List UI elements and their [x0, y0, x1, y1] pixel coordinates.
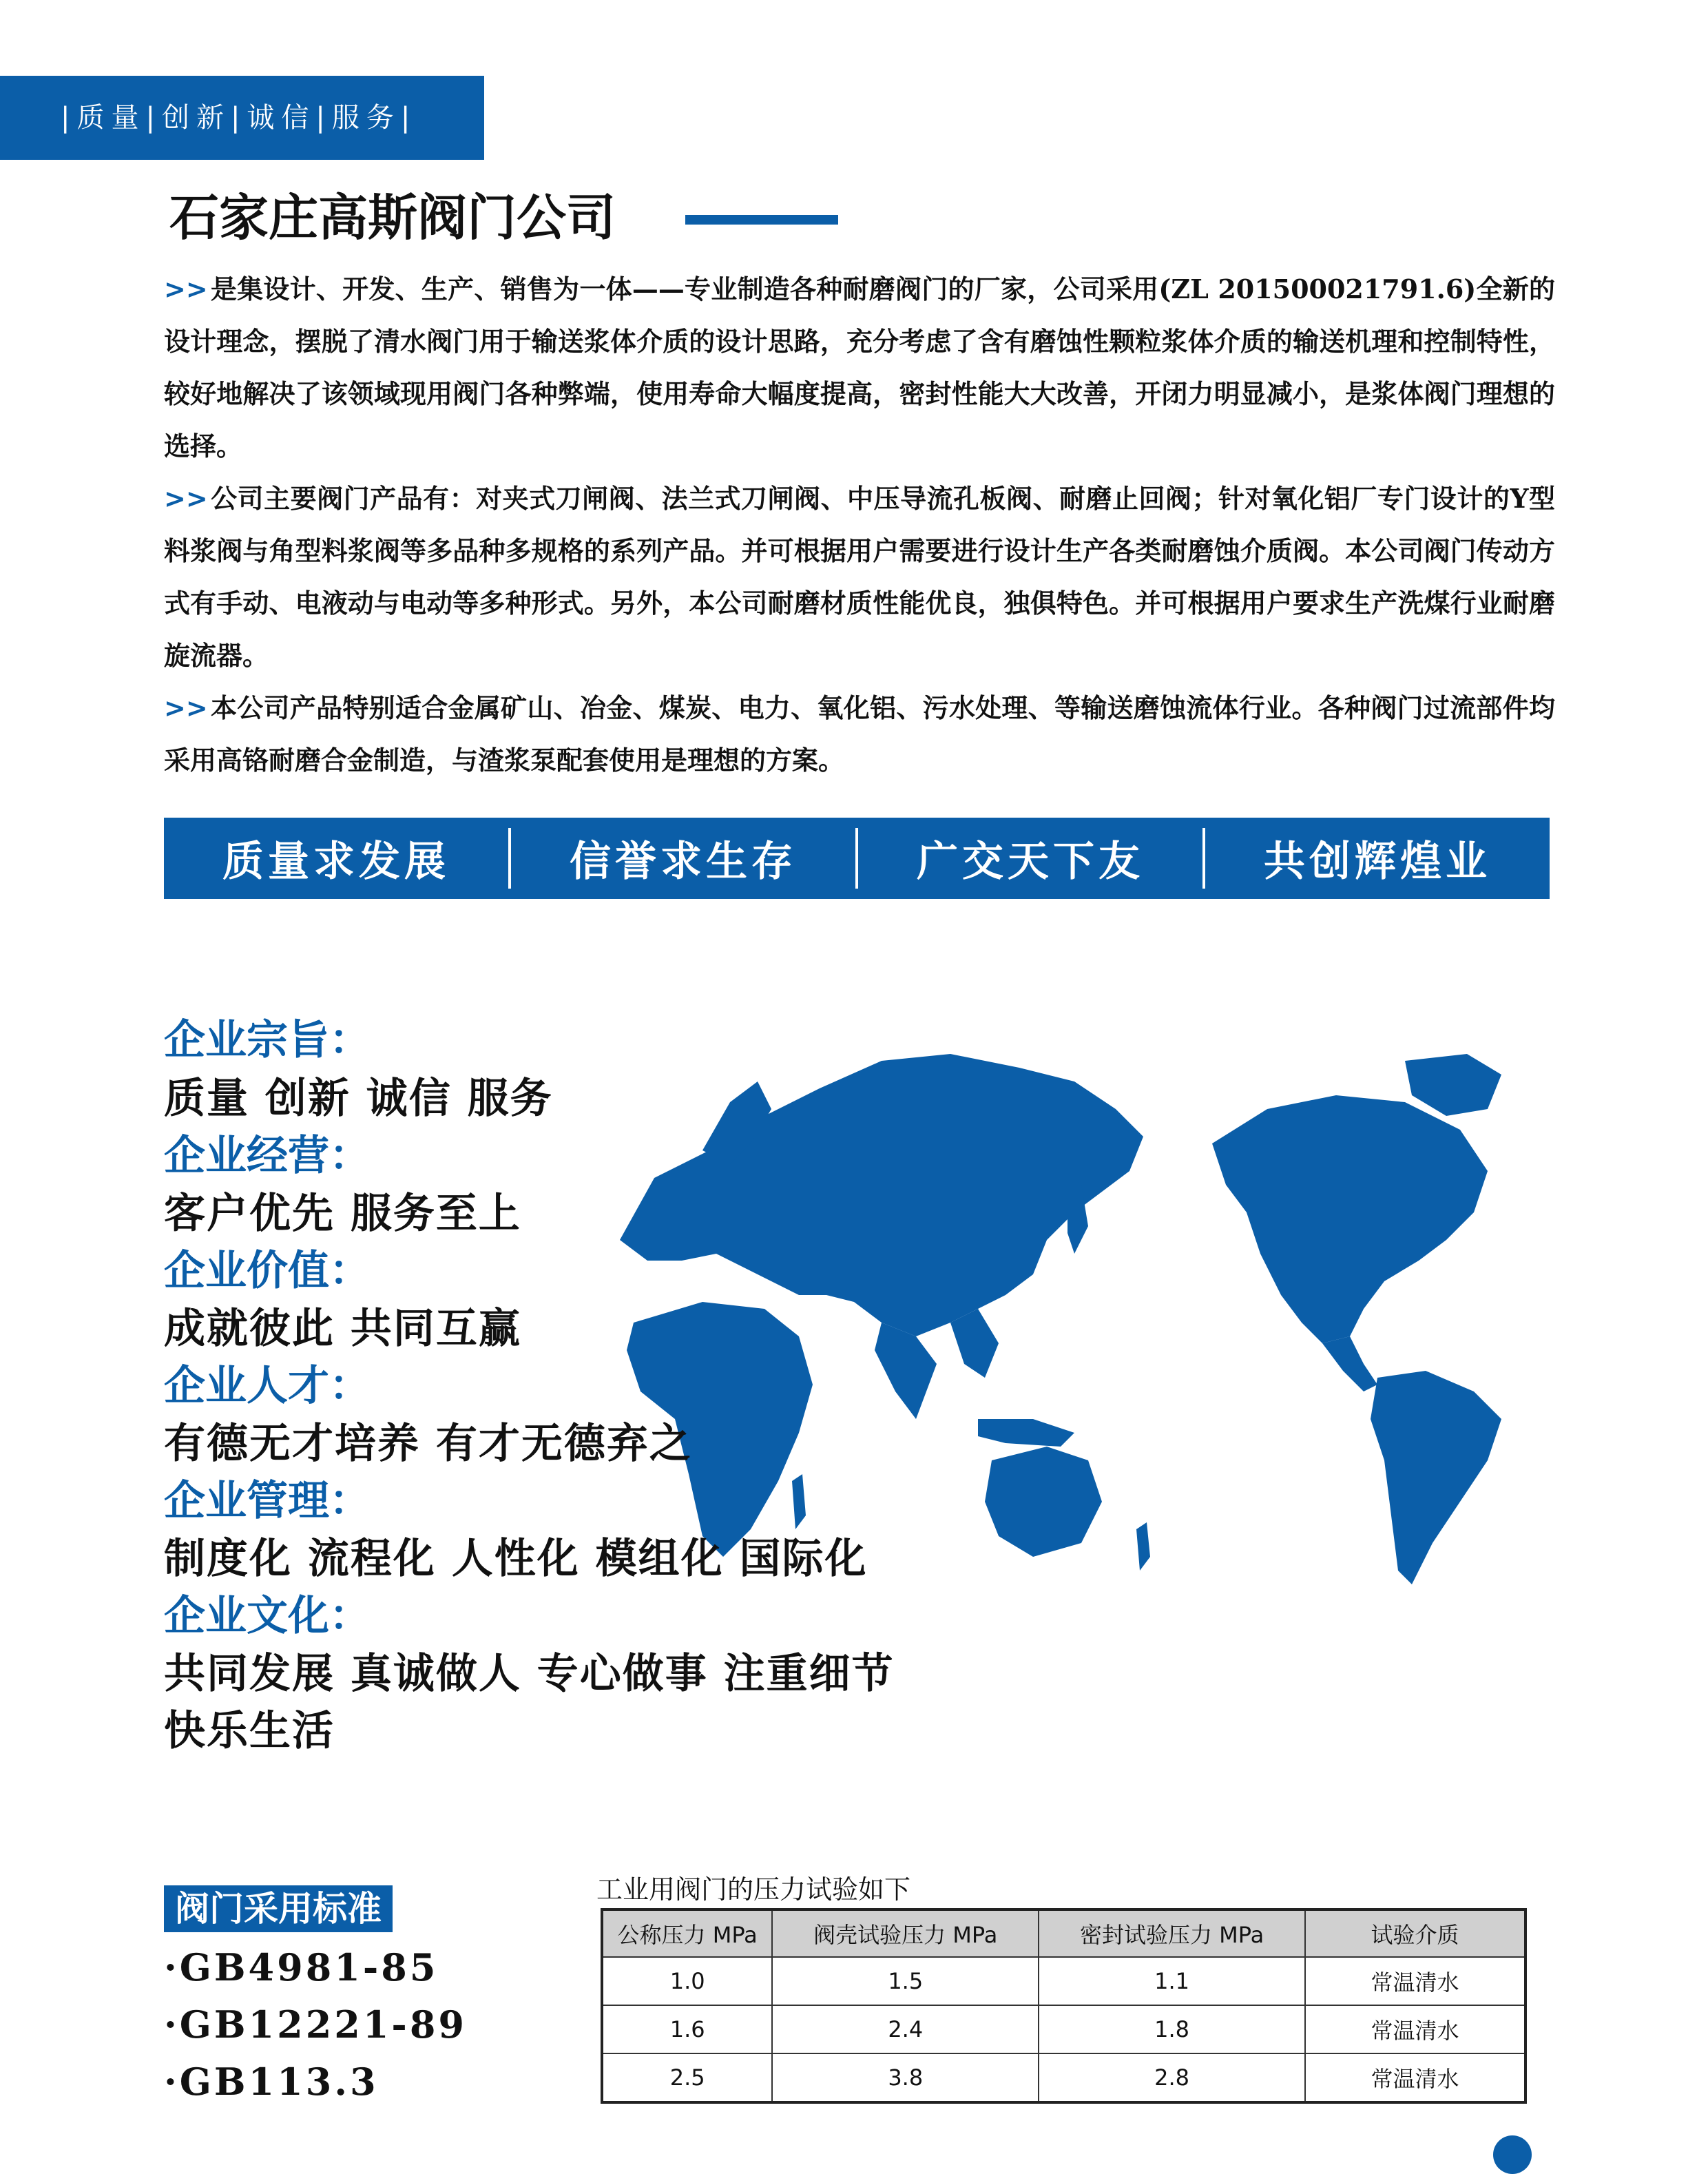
table-header-row — [602, 1909, 1525, 1957]
table-cell: 1.0 — [602, 1957, 772, 2005]
pressure-test-table — [601, 1908, 1527, 2104]
table-cell: 1.6 — [602, 2005, 772, 2053]
table-cell: 常温清水 — [1305, 1957, 1525, 2005]
title-underline — [685, 215, 838, 225]
slogan-1: 质量求发展 — [222, 838, 450, 886]
principle-heading-management: 企业管理： — [164, 1477, 371, 1525]
table-row — [602, 2053, 1525, 2102]
principle-heading-operation: 企业经营： — [164, 1132, 371, 1180]
standards-title: 阀门采用标准 — [164, 1885, 393, 1932]
standard-item: ·GB12221-89 — [164, 2002, 467, 2047]
slogan-4: 共创辉煌业 — [1264, 838, 1491, 886]
top-tag-banner: |质量|创新|诚信|服务| — [0, 76, 484, 160]
principle-body-culture-2: 快乐生活 — [164, 1707, 335, 1755]
paragraph-text: 公司主要阀门产品有：对夹式刀闸阀、法兰式刀闸阀、中压导流孔板阀、耐磨止回阀；针对氧化铝厂专门设计的Y型料浆阀与角型料浆阀等多品种多规格的系列产品。并可根据用户需要进行设计生产各类耐磨蚀介质阀。本公司阀门传动方式有手动、电液动与电动等多种形式。另外，本公司耐磨材质性能优良，独俱特色。并可根据用户要求生产洗煤行业耐磨旋流器。 — [164, 483, 1555, 671]
table-cell: 3.8 — [772, 2053, 1039, 2102]
arrow-marker: >> — [164, 693, 208, 723]
principle-heading-culture: 企业文化： — [164, 1592, 371, 1640]
standard-item: ·GB113.3 — [164, 2060, 379, 2104]
page-corner-mark — [1493, 2135, 1532, 2174]
intro-paragraph-2 — [164, 473, 1555, 682]
principle-body-management: 制度化 流程化 人性化 模组化 国际化 — [164, 1535, 868, 1583]
principle-body-operation: 客户优先 服务至上 — [164, 1190, 521, 1238]
header-nominal-pressure: 公称压力 MPa — [602, 1909, 772, 1957]
arrow-marker: >> — [164, 274, 208, 304]
table-cell: 1.8 — [1039, 2005, 1305, 2053]
principle-heading-purpose: 企业宗旨： — [164, 1016, 371, 1064]
table-row — [602, 1957, 1525, 2005]
principle-body-talent: 有德无才培养 有才无德弃之 — [164, 1420, 692, 1468]
table-cell: 2.8 — [1039, 2053, 1305, 2102]
principle-heading-talent: 企业人才： — [164, 1362, 371, 1410]
intro-paragraph-1 — [164, 263, 1555, 473]
arrow-marker: >> — [164, 484, 208, 514]
header-seal-test-pressure: 密封试验压力 MPa — [1039, 1909, 1305, 1957]
slogan-2: 信誉求生存 — [570, 838, 797, 886]
table-cell: 1.5 — [772, 1957, 1039, 2005]
principle-body-purpose: 质量 创新 诚信 服务 — [164, 1075, 553, 1123]
table-row — [602, 2005, 1525, 2053]
table-caption: 工业用阀门的压力试验如下 — [596, 1874, 911, 1905]
header-shell-test-pressure: 阀壳试验压力 MPa — [772, 1909, 1039, 1957]
table-cell: 2.4 — [772, 2005, 1039, 2053]
paragraph-text: 本公司产品特别适合金属矿山、冶金、煤炭、电力、氧化铝、污水处理、等输送磨蚀流体行业。各种阀门过流部件均采用高铬耐磨合金制造，与渣浆泵配套使用是理想的方案。 — [164, 692, 1555, 776]
paragraph-text: 是集设计、开发、生产、销售为一体——专业制造各种耐磨阀门的厂家，公司采用(ZL 201500021791.6)全新的设计理念，摆脱了清水阀门用于输送浆体介质的设计思路，充分考虑了含有磨蚀性颗粒浆体介质的输送机理和控制特性，较好地解决了该领域现用阀门各种弊端，使用寿命大幅度提高，密封性能大大改善，开闭力明显减小，是浆体阀门理想的选择。 — [164, 273, 1555, 462]
principle-body-culture: 共同发展 真诚做人 专心做事 注重细节 — [164, 1650, 895, 1698]
company-title: 石家庄高斯阀门公司 — [169, 188, 616, 247]
intro-paragraph-3 — [164, 682, 1555, 787]
table-cell: 常温清水 — [1305, 2053, 1525, 2102]
table-cell: 1.1 — [1039, 1957, 1305, 2005]
standard-item: ·GB4981-85 — [164, 1945, 439, 1989]
header-test-medium: 试验介质 — [1305, 1909, 1525, 1957]
principle-heading-value: 企业价值： — [164, 1247, 371, 1295]
table-cell: 2.5 — [602, 2053, 772, 2102]
table-cell: 常温清水 — [1305, 2005, 1525, 2053]
principle-body-value: 成就彼此 共同互赢 — [164, 1305, 521, 1353]
slogan-bar — [164, 818, 1550, 899]
slogan-3: 广交天下友 — [917, 838, 1144, 886]
world-map-icon — [592, 1033, 1556, 1598]
